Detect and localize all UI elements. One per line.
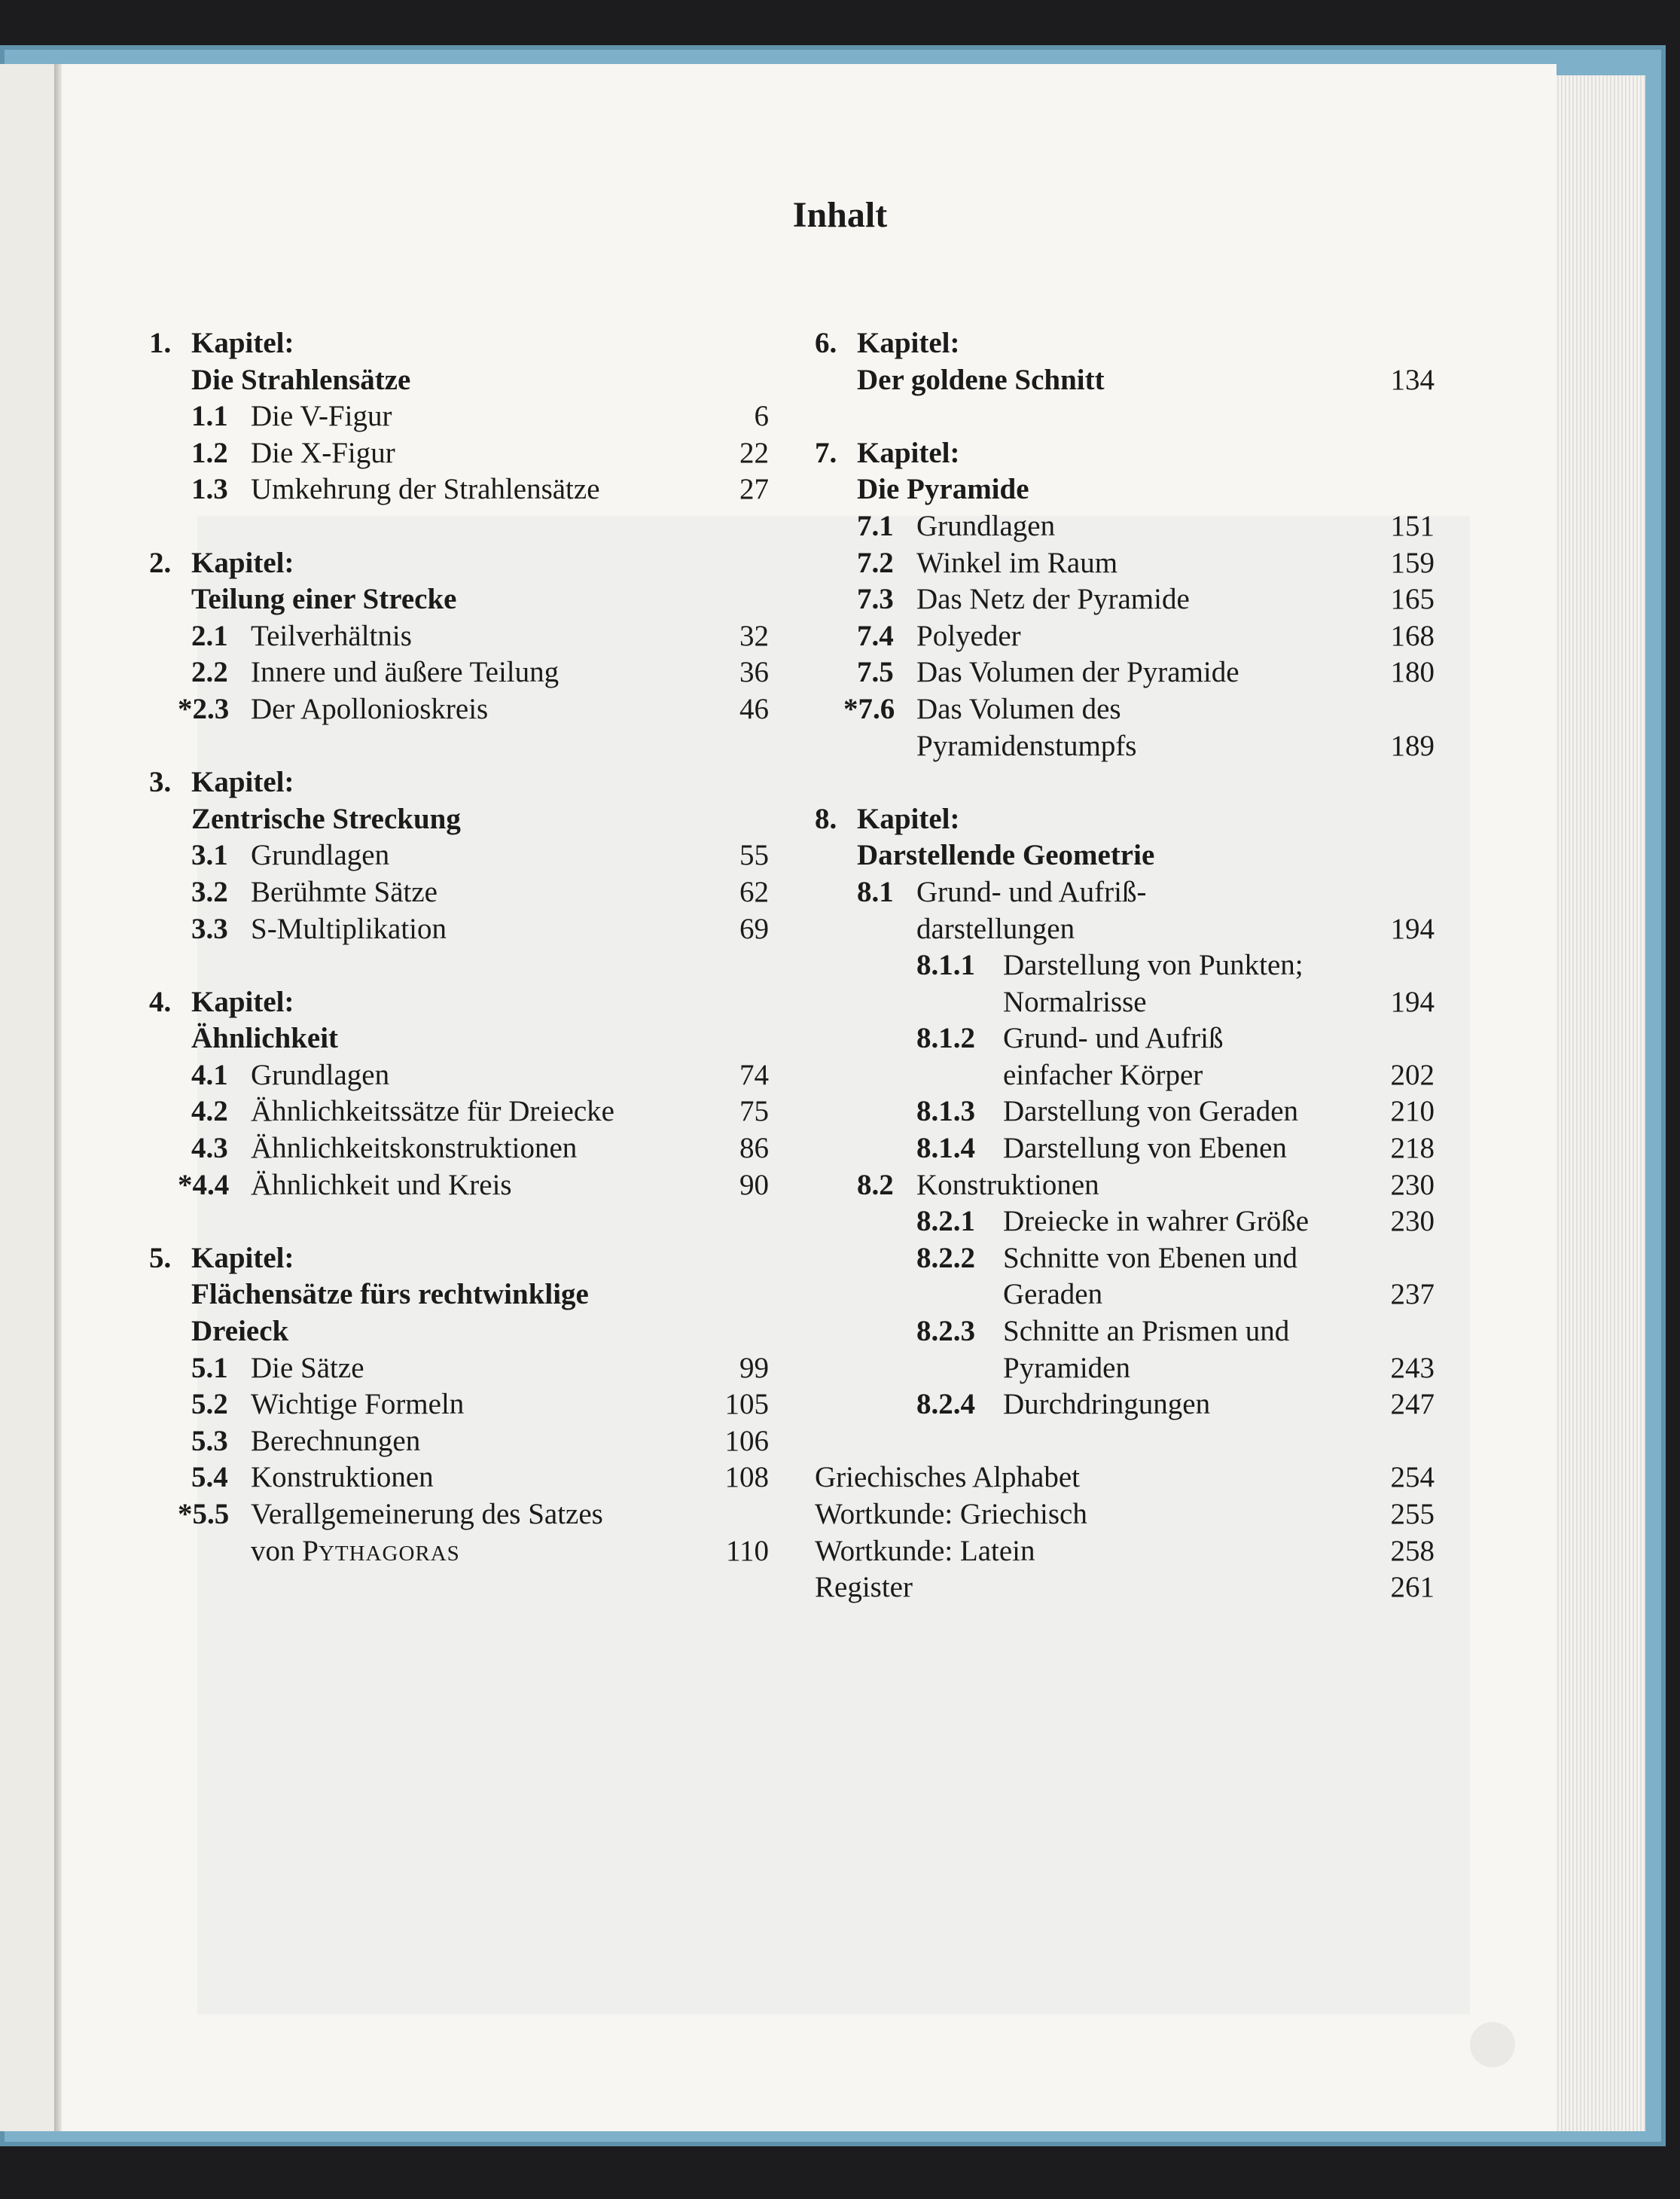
- section-number: 5.3: [191, 1424, 228, 1457]
- page-stack-edge: [1547, 75, 1645, 2131]
- contents-column-right: [815, 325, 1435, 1606]
- section-entry: [149, 654, 769, 691]
- section-gap: [815, 398, 1435, 435]
- section-number: *4.4: [178, 1168, 230, 1201]
- section-title: Grundlagen: [251, 1058, 390, 1091]
- chapter-heading: [149, 325, 769, 362]
- section-entry: [815, 581, 1435, 618]
- section-entry: [815, 691, 1435, 728]
- section-title: Ähnlichkeitssätze für Dreiecke: [251, 1095, 614, 1128]
- chapter-label: Kapitel:: [191, 766, 294, 799]
- section-number: 7.1: [857, 509, 894, 542]
- chapter-title: [815, 837, 1435, 874]
- section-entry: [815, 1167, 1435, 1204]
- page-number: 194: [1390, 912, 1435, 945]
- chapter-heading: [149, 545, 769, 582]
- subsection-entry: [815, 1203, 1435, 1240]
- chapter-label: Kapitel:: [191, 1241, 294, 1274]
- appendix-entry: [815, 1459, 1435, 1496]
- appendix-title: Griechisches Alphabet: [815, 1461, 1080, 1494]
- section-entry: [149, 398, 769, 435]
- section-title: Grund- und Aufriß-: [916, 875, 1147, 908]
- subsection-number: 8.1.2: [916, 1022, 975, 1055]
- section-entry: [149, 435, 769, 472]
- section-entry: [815, 508, 1435, 545]
- section-number: 3.1: [191, 839, 228, 872]
- chapter-number: 5.: [149, 1241, 172, 1274]
- section-title: Wichtige Formeln: [251, 1388, 465, 1421]
- page-number: 202: [1390, 1058, 1435, 1091]
- page-number: 6: [754, 400, 769, 433]
- subsection-number: 8.2.3: [916, 1315, 975, 1348]
- section-title: Das Volumen des: [916, 692, 1121, 725]
- subsection-title: Durchdringungen: [1003, 1388, 1211, 1421]
- section-title: Der Apollonioskreis: [251, 692, 489, 725]
- subsection-entry: [815, 947, 1435, 984]
- subsection-title-continued: Pyramiden: [1003, 1351, 1130, 1384]
- section-entry: [149, 1057, 769, 1094]
- subsection-number: 8.2.4: [916, 1388, 975, 1421]
- section-entry-continued: [149, 1533, 769, 1570]
- page-number: 165: [1390, 583, 1435, 616]
- chapter-title-text: Flächensätze fürs rechtwinklige: [191, 1278, 589, 1311]
- chapter-label: Kapitel:: [857, 802, 960, 835]
- section-number: 2.1: [191, 619, 228, 652]
- chapter-title: [149, 801, 769, 838]
- page-number: 210: [1390, 1095, 1435, 1128]
- section-entry: [149, 1167, 769, 1204]
- chapter-title-text: Die Pyramide: [857, 473, 1029, 506]
- page-number: 55: [739, 839, 769, 872]
- page-title: Inhalt: [792, 195, 888, 235]
- page-number: 168: [1390, 619, 1435, 652]
- section-title: Grundlagen: [916, 509, 1056, 542]
- page-number: 108: [724, 1461, 769, 1494]
- page-number: 27: [739, 473, 769, 506]
- page-number: 22: [739, 436, 769, 469]
- chapter-title: [149, 581, 769, 618]
- section-number: 4.3: [191, 1132, 228, 1165]
- section-number: 3.2: [191, 875, 228, 908]
- section-title: Die X-Figur: [251, 436, 395, 469]
- section-entry: [149, 471, 769, 508]
- section-number: *5.5: [178, 1498, 230, 1530]
- subsection-entry: [815, 1313, 1435, 1350]
- chapter-title-text: Der goldene Schnitt: [857, 363, 1105, 396]
- appendix-title: Wortkunde: Griechisch: [815, 1498, 1087, 1530]
- chapter-heading: [149, 984, 769, 1021]
- section-title-continued: von PYTHAGORAS: [251, 1534, 460, 1567]
- section-entry: [149, 691, 769, 728]
- contents-column-left: [149, 325, 769, 1569]
- subsection-title: Darstellung von Geraden: [1003, 1095, 1299, 1128]
- subsection-title-continued: Geraden: [1003, 1278, 1103, 1311]
- page-number: 189: [1390, 729, 1435, 762]
- page-number: 258: [1390, 1534, 1435, 1567]
- section-title: Polyeder: [916, 619, 1021, 652]
- subsection-title: Schnitte an Prismen und: [1003, 1315, 1290, 1348]
- section-title: Berechnungen: [251, 1424, 421, 1457]
- section-number: 7.5: [857, 656, 894, 689]
- section-title: Innere und äußere Teilung: [251, 656, 559, 689]
- subsection-entry-continued: [815, 1276, 1435, 1313]
- section-entry: [149, 837, 769, 874]
- book-gutter: [54, 64, 62, 2131]
- section-title: Die Sätze: [251, 1351, 364, 1384]
- section-number: 5.4: [191, 1461, 228, 1494]
- page-number: 261: [1390, 1571, 1435, 1604]
- page-number: 106: [724, 1424, 769, 1457]
- section-entry: [149, 1093, 769, 1130]
- page-number: 62: [739, 875, 769, 908]
- page-number: 69: [739, 912, 769, 945]
- page-number: 110: [725, 1534, 769, 1567]
- chapter-title-text: Zentrische Streckung: [191, 802, 461, 835]
- section-entry: [815, 654, 1435, 691]
- section-entry: [815, 618, 1435, 655]
- chapter-title: [815, 362, 1435, 399]
- section-entry: [149, 911, 769, 948]
- page-number: 247: [1390, 1388, 1435, 1421]
- section-number: 4.2: [191, 1095, 228, 1128]
- section-entry: [149, 618, 769, 655]
- page-number: 237: [1390, 1278, 1435, 1311]
- section-title: Die V-Figur: [251, 400, 392, 433]
- section-title-continued: darstellungen: [916, 912, 1075, 945]
- page-number: 159: [1390, 546, 1435, 579]
- section-title: Umkehrung der Strahlensätze: [251, 473, 600, 506]
- section-number: *7.6: [843, 692, 895, 725]
- section-number: 7.4: [857, 619, 894, 652]
- chapter-heading: [149, 764, 769, 801]
- section-number: 2.2: [191, 656, 228, 689]
- section-title: S-Multiplikation: [251, 912, 447, 945]
- section-number: 8.1: [857, 875, 894, 908]
- chapter-number: 2.: [149, 546, 172, 579]
- subsection-number: 8.1.3: [916, 1095, 975, 1128]
- section-number: 5.2: [191, 1388, 228, 1421]
- section-number: 4.1: [191, 1058, 228, 1091]
- section-gap: [149, 508, 769, 545]
- page-number: 36: [739, 656, 769, 689]
- chapter-title: [149, 362, 769, 399]
- section-entry: [815, 874, 1435, 911]
- section-entry-continued: [815, 728, 1435, 765]
- section-entry: [149, 1350, 769, 1387]
- chapter-title-text: Ähnlichkeit: [191, 1022, 339, 1055]
- chapter-title-text: Darstellende Geometrie: [857, 839, 1155, 872]
- section-title: Konstruktionen: [916, 1168, 1099, 1201]
- page-number: 254: [1390, 1461, 1435, 1494]
- section-gap: [149, 1203, 769, 1240]
- subsection-title-continued: Normalrisse: [1003, 985, 1147, 1018]
- subsection-title: Grund- und Aufriß: [1003, 1022, 1224, 1055]
- section-number: 3.3: [191, 912, 228, 945]
- section-title: Verallgemeinerung des Satzes: [251, 1498, 603, 1530]
- chapter-number: 7.: [815, 436, 837, 469]
- section-title: Berühmte Sätze: [251, 875, 438, 908]
- subsection-entry: [815, 1020, 1435, 1057]
- chapter-number: 6.: [815, 327, 837, 359]
- chapter-title: [149, 1276, 769, 1313]
- subsection-number: 8.2.1: [916, 1205, 975, 1238]
- chapter-title-text: Die Strahlensätze: [191, 363, 411, 396]
- section-title: Teilverhältnis: [251, 619, 412, 652]
- section-entry-continued: [815, 911, 1435, 948]
- subsection-entry-continued: [815, 1350, 1435, 1387]
- page-number: 194: [1390, 985, 1435, 1018]
- section-number: 7.2: [857, 546, 894, 579]
- subsection-entry: [815, 1240, 1435, 1277]
- page-number: 105: [724, 1388, 769, 1421]
- chapter-label: Kapitel:: [857, 327, 960, 359]
- page-number: 86: [739, 1132, 769, 1165]
- appendix-entry: [815, 1496, 1435, 1533]
- section-title: Ähnlichkeit und Kreis: [251, 1168, 512, 1201]
- page-number: 230: [1390, 1205, 1435, 1238]
- subsection-entry-continued: [815, 1057, 1435, 1094]
- subsection-title: Dreiecke in wahrer Größe: [1003, 1205, 1310, 1238]
- subsection-entry: [815, 1093, 1435, 1130]
- section-title: Grundlagen: [251, 839, 390, 872]
- chapter-heading: [149, 1240, 769, 1277]
- section-number: 5.1: [191, 1351, 228, 1384]
- section-number: 8.2: [857, 1168, 894, 1201]
- chapter-title: [149, 1313, 769, 1350]
- section-entry: [149, 1423, 769, 1460]
- page-number: 230: [1390, 1168, 1435, 1201]
- chapter-title-text: Teilung einer Strecke: [191, 583, 457, 616]
- section-title-continued: Pyramidenstumpfs: [916, 729, 1137, 762]
- page-number: 180: [1390, 656, 1435, 689]
- page-number: 255: [1390, 1498, 1435, 1530]
- page-number: 46: [739, 692, 769, 725]
- page-number: 74: [739, 1058, 769, 1091]
- subsection-title: Darstellung von Ebenen: [1003, 1132, 1287, 1165]
- section-number: 1.2: [191, 436, 228, 469]
- chapter-number: 4.: [149, 985, 172, 1018]
- subsection-title: Schnitte von Ebenen und: [1003, 1241, 1298, 1274]
- section-title: Konstruktionen: [251, 1461, 434, 1494]
- chapter-title-text: Dreieck: [191, 1315, 289, 1348]
- section-gap: [149, 947, 769, 984]
- show-through-mark: [1470, 2022, 1515, 2067]
- section-number: 7.3: [857, 583, 894, 616]
- section-entry: [149, 1459, 769, 1496]
- chapter-heading: [815, 801, 1435, 838]
- subsection-title-continued: einfacher Körper: [1003, 1058, 1203, 1091]
- section-gap: [149, 728, 769, 765]
- chapter-number: 8.: [815, 802, 837, 835]
- section-number: *2.3: [178, 692, 230, 725]
- subsection-number: 8.1.4: [916, 1132, 975, 1165]
- section-title: Winkel im Raum: [916, 546, 1118, 579]
- subsection-entry: [815, 1386, 1435, 1423]
- section-entry: [149, 1386, 769, 1423]
- page-number: 218: [1390, 1132, 1435, 1165]
- chapter-heading: [815, 435, 1435, 472]
- subsection-entry-continued: [815, 984, 1435, 1021]
- left-page-edge: [0, 64, 54, 2131]
- chapter-label: Kapitel:: [191, 985, 294, 1018]
- page-number: 134: [1390, 363, 1435, 396]
- section-gap: [815, 1423, 1435, 1460]
- subsection-number: 8.1.1: [916, 949, 975, 982]
- chapter-title: [149, 1020, 769, 1057]
- page-number: 90: [739, 1168, 769, 1201]
- subsection-entry: [815, 1130, 1435, 1167]
- chapter-title: [815, 471, 1435, 508]
- chapter-number: 1.: [149, 327, 172, 359]
- subsection-title: Darstellung von Punkten;: [1003, 949, 1303, 982]
- section-entry: [149, 874, 769, 911]
- chapter-heading: [815, 325, 1435, 362]
- chapter-number: 3.: [149, 766, 172, 799]
- chapter-label: Kapitel:: [857, 436, 960, 469]
- page-number: 151: [1390, 509, 1435, 542]
- appendix-entry: [815, 1533, 1435, 1570]
- chapter-label: Kapitel:: [191, 327, 294, 359]
- section-title: Das Netz der Pyramide: [916, 583, 1190, 616]
- section-number: 1.3: [191, 473, 228, 506]
- page-number: 243: [1390, 1351, 1435, 1384]
- section-gap: [815, 764, 1435, 801]
- subsection-number: 8.2.2: [916, 1241, 975, 1274]
- section-entry: [149, 1130, 769, 1167]
- section-title: Ähnlichkeitskonstruktionen: [251, 1132, 578, 1165]
- appendix-title: Register: [815, 1571, 913, 1604]
- section-entry: [815, 545, 1435, 582]
- page-number: 99: [739, 1351, 769, 1384]
- appendix-entry: [815, 1569, 1435, 1606]
- section-title: Das Volumen der Pyramide: [916, 656, 1239, 689]
- section-entry: [149, 1496, 769, 1533]
- appendix-title: Wortkunde: Latein: [815, 1534, 1035, 1567]
- page-number: 75: [739, 1095, 769, 1128]
- chapter-label: Kapitel:: [191, 546, 294, 579]
- page-number: 32: [739, 619, 769, 652]
- section-number: 1.1: [191, 400, 228, 433]
